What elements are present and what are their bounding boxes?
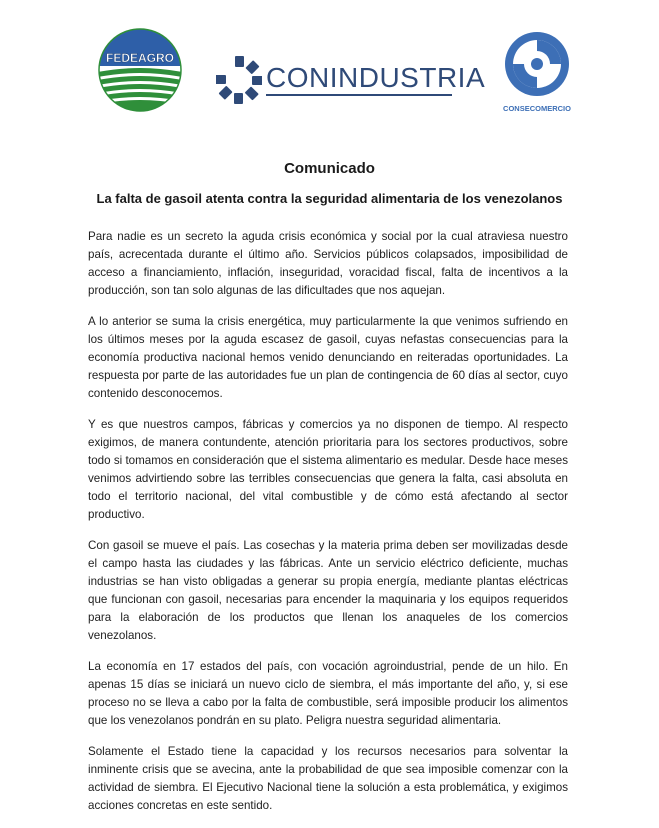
document-subtitle: La falta de gasoil atenta contra la seguridad alimentaria de los venezolanos — [96, 191, 563, 206]
document-title: Comunicado — [284, 160, 375, 177]
document-body — [88, 228, 568, 828]
fedeagro-logo — [98, 28, 182, 112]
paragraph: Solamente el Estado tiene la capacidad y los recursos necesarios para solventar la inminente crisis que se avecina, ante la probabilidad de que sea imposible comenzar con la actividad de siembra. El Ejecutivo Nacional tiene la solución a esta problemática, y exigimos acciones concretas en este sentido. — [88, 745, 568, 812]
conindustria-logo-text: CONINDUSTRIA — [266, 62, 486, 93]
conindustria-emblem-icon — [216, 54, 262, 106]
paragraph: Para nadie es un secreto la aguda crisis económica y social por la cual atraviesa nuestro país, acrecentada durante el último año. Servicios públicos colapsados, imposibilidad de acceso a financiamiento, inflación, inseguridad, voracidad fiscal, falta de incentivos a la producción, son tan solo algunas de las dificultades que nos aquejan. — [88, 230, 568, 297]
fedeagro-logo-text: FEDEAGRO — [105, 51, 175, 65]
paragraph: Con gasoil se mueve el país. Las cosechas y la materia prima deben ser movilizadas desde el campo hasta las ciudades y las fábricas. Ante un servicio eléctrico deficiente, muchas industrias se han visto obligadas a generar su propia energía, mediante plantas eléctricas que funcionan con gasoil, necesarias para encender la maquinaria y los equipos requeridos para la elaboración de los productos que llenan los anaqueles de los comercios venezolanos. — [88, 539, 568, 642]
fedeagro-emblem-icon — [98, 28, 182, 112]
consecomercio-emblem-icon — [492, 28, 582, 104]
consecomercio-logo — [492, 28, 582, 118]
conindustria-logo — [216, 52, 486, 108]
paragraph: A lo anterior se suma la crisis energética, muy particularmente la que venimos sufriendo en los últimos meses por la aguda escasez de gasoil, cuyas nefastas consecuencias para la economía productiva nacional hemos venido denunciando en reiteradas oportunidades. La respuesta por parte de las autoridades fue un plan de contingencia de 60 días al sector, cuyo contenido desconocemos. — [88, 315, 568, 400]
consecomercio-logo-text: CONSECOMERCIO — [503, 104, 571, 113]
paragraph: Y es que nuestros campos, fábricas y comercios ya no disponen de tiempo. Al respecto exigimos, de manera contundente, atención prioritaria para los sectores productivos, sobre todo si tomamos en consideración que el sistema alimentario es medular. Desde hace meses venimos advirtiendo sobre las terribles consecuencias que genera la falta, casi absoluta en todo el territorio nacional, del vital combustible y de cómo está afectando al sector productivo. — [88, 418, 568, 521]
conindustria-underline — [266, 94, 452, 96]
paragraph: La economía en 17 estados del país, con vocación agroindustrial, pende de un hilo. En apenas 15 días se iniciará un nuevo ciclo de siembra, el más importante del año, y, si ese proceso no se lleva a cabo por la falta de combustible, será imposible producir los alimentos que los venezolanos pondrán en su plato. Peligra nuestra seguridad alimentaria. — [88, 660, 568, 727]
